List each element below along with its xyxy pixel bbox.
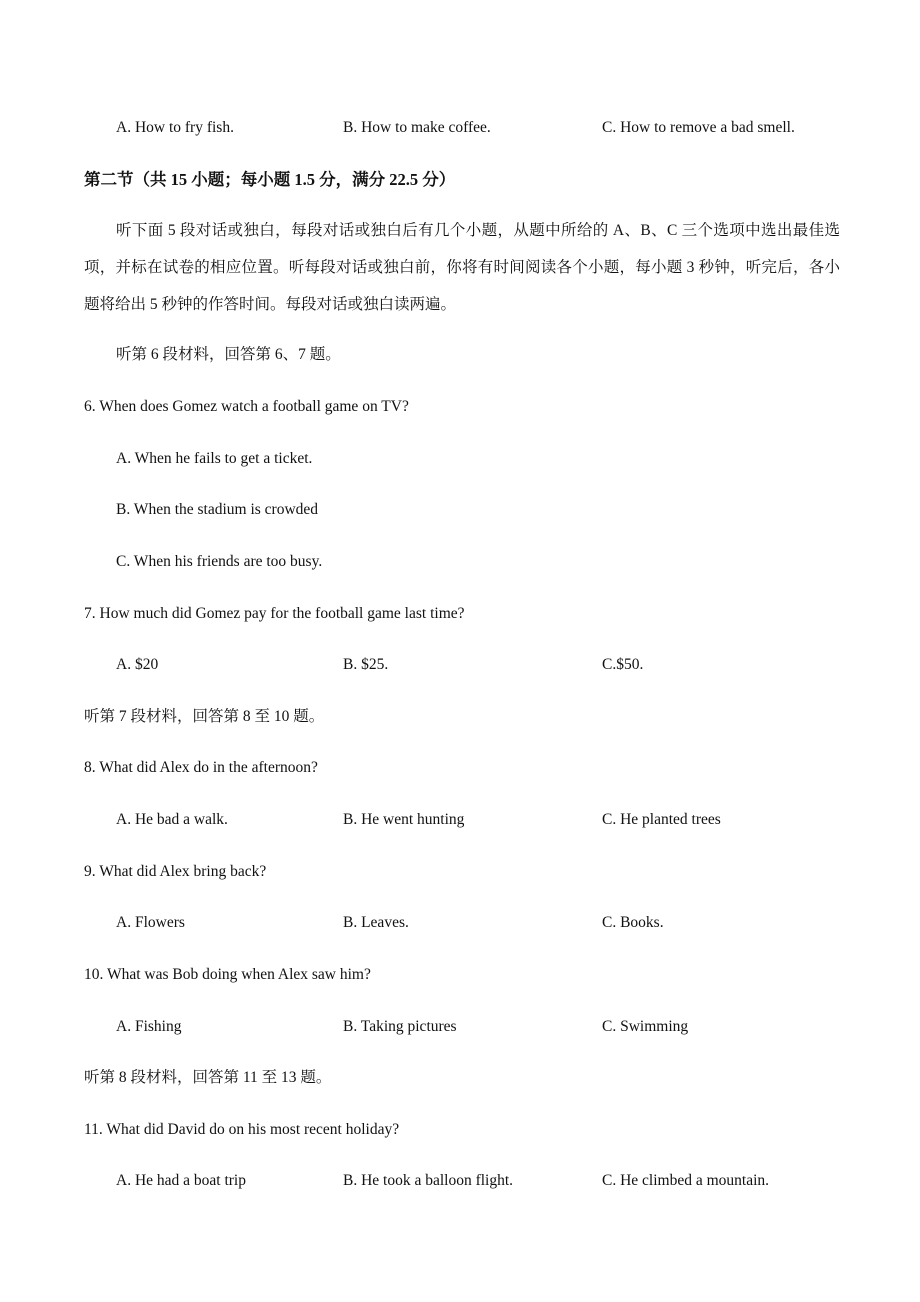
section2-instructions: 听下面 5 段对话或独白，每段对话或独白后有几个小题，从题中所给的 A、B、C 三个选项中选出最佳选项，并标在试卷的相应位置。听每段对话或独白前，你将有时间阅读各个小题，每小题 3 秒钟，听完后，各小题将给出 5 秒钟的作答时间。每段对话或独白读两遍。 (84, 222, 840, 313)
q6-option-b: B. When the stadium is crowded (116, 501, 319, 518)
q11-option-c: C. He climbed a mountain. (602, 1172, 770, 1189)
q11-option-a: A. He had a boat trip (116, 1172, 246, 1189)
q5-option-c: C. How to remove a bad smell. (602, 119, 795, 136)
q10-option-c: C. Swimming (602, 1018, 689, 1035)
q8-question: 8. What did Alex do in the afternoon? (84, 759, 318, 776)
q7-question: 7. How much did Gomez pay for the football game last time? (84, 605, 465, 622)
q7-option-b: B. $25. (343, 656, 389, 673)
q9-question: 9. What did Alex bring back? (84, 863, 267, 880)
q9-option-c: C. Books. (602, 914, 664, 931)
q10-option-a: A. Fishing (116, 1018, 182, 1035)
q10-option-b: B. Taking pictures (343, 1018, 457, 1035)
material-8-label: 听第 8 段材料，回答第 11 至 13 题。 (84, 1069, 332, 1086)
q7-option-a: A. $20 (116, 656, 159, 673)
q9-option-b: B. Leaves. (343, 914, 409, 931)
q6-option-a: A. When he fails to get a ticket. (116, 450, 313, 467)
q6-option-c: C. When his friends are too busy. (116, 553, 323, 570)
section2-heading: 第二节（共 15 小题；每小题 1.5 分，满分 22.5 分） (84, 170, 456, 189)
q11-option-b: B. He took a balloon flight. (343, 1172, 514, 1189)
material-6-label: 听第 6 段材料，回答第 6、7 题。 (116, 346, 341, 363)
q8-option-a: A. He bad a walk. (116, 811, 228, 828)
q7-option-c: C.$50. (602, 656, 644, 673)
q8-option-b: B. He went hunting (343, 811, 465, 828)
q5-option-a: A. How to fry fish. (116, 119, 234, 136)
q11-question: 11. What did David do on his most recent holiday? (84, 1121, 400, 1138)
q8-option-c: C. He planted trees (602, 811, 721, 828)
q5-option-b: B. How to make coffee. (343, 119, 491, 136)
q6-question: 6. When does Gomez watch a football game on TV? (84, 398, 409, 415)
q10-question: 10. What was Bob doing when Alex saw him? (84, 966, 371, 983)
material-7-label: 听第 7 段材料，回答第 8 至 10 题。 (84, 708, 325, 725)
q9-option-a: A. Flowers (116, 914, 185, 931)
